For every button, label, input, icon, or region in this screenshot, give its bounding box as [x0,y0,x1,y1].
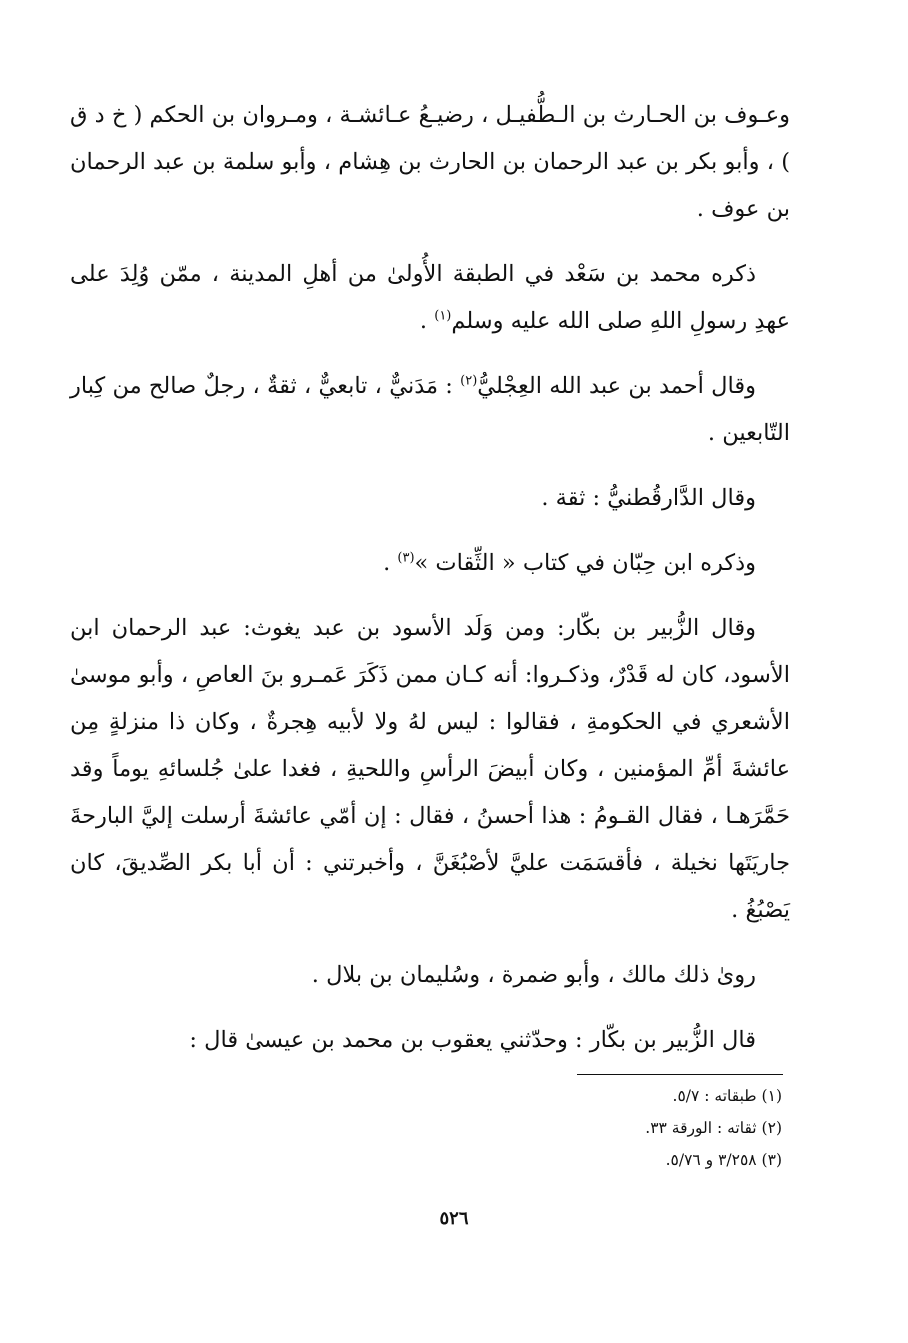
paragraph-text: وقال الزُّبير بن بكّار: ومن وَلَد الأسود بن عبد يغوث: عبد الرحمان ابن الأسود، كان له قَدْرٌ، وذكـروا: أنه كـان ممن ذَكَرَ عَمـرو بنَ العاصِ ، وأبو موسىٰ الأشعري في الحكومةِ ، فقالوا : ليس لهُ ولا لأبيه هِجرةٌ ، وكان ذا منزلةٍ مِن عائشةَ أمِّ المؤمنين ، وكان أبيضَ الرأسِ واللحيةِ ، فغدا علىٰ جُلسائهِ يوماً وقد حَمَّرَهـا ، فقال القـومُ : هذا أحسنُ ، فقال : إن أمّي عائشةَ أرسلت إليَّ البارحةَ جاريَتَها نخيلة ، فأقسَمَت عليَّ لأصْبُغَنَّ ، وأخبرتني : أن أبا بكر الصِّديقَ، كان يَصْبُغُ . [70,615,790,923]
paragraph-text-tail: : مَدَنيٌّ ، تابعيٌّ ، ثقةٌ ، رجلٌ صالح من كِبار التّابعين . [70,373,790,446]
paragraph-text: وقال أحمد بن عبد الله العِجْليُّ [477,373,756,399]
paragraph-text: وذكره ابن حِبّان في كتاب « الثِّقات » [414,550,756,576]
paragraph-text: وعـوف بن الحـارث بن الـطُّفيـل ، رضيـعُ عـائشـة ، ومـروان بن الحكم ( خ د ق ) ، وأبو بكر بن عبد الرحمان بن الحارث بن هِشام ، وأبو سلمة بن عبد الرحمان بن عوف . [70,102,790,222]
paragraph-2 [70,251,790,345]
paragraph-text-tail: . [383,550,398,576]
footnote-marker: (٢) [460,373,478,389]
footnote-marker: (١) [434,308,452,324]
footnotes [382,1080,782,1176]
page-body [70,92,790,1082]
footnote-3: (٣) ٣/٢٥٨ و ٥/٧٦. [665,1151,782,1169]
paragraph-4 [70,475,790,522]
paragraph-3 [70,363,790,457]
paragraph-6 [70,605,790,934]
page-number: ٥٢٦ [439,1208,469,1229]
footnote-2: (٢) ثقاته : الورقة ٣٣. [645,1119,782,1137]
paragraph-text: روىٰ ذلك مالك ، وأبو ضمرة ، وسُليمان بن بلال . [311,962,756,988]
footnote-1: (١) طبقاته : ٥/٧. [672,1087,782,1105]
paragraph-1 [70,92,790,233]
paragraph-text-tail: . [419,308,435,334]
footnote-marker: (٣) [397,550,415,566]
paragraph-7 [70,952,790,999]
paragraph-text: قال الزُّبير بن بكّار : وحدّثني يعقوب بن محمد بن عيسىٰ قال : [189,1027,756,1053]
paragraph-text: وقال الدَّارقُطنيُّ : ثقة . [541,485,756,511]
footnote-separator [577,1074,783,1075]
paragraph-5 [70,540,790,587]
paragraph-8 [70,1017,790,1064]
paragraph-text: ذكره محمد بن سَعْد في الطبقة الأُولىٰ من أهلِ المدينة ، ممّن وُلِدَ على عهدِ رسولِ اللهِ صلى الله عليه وسلم [70,261,790,334]
